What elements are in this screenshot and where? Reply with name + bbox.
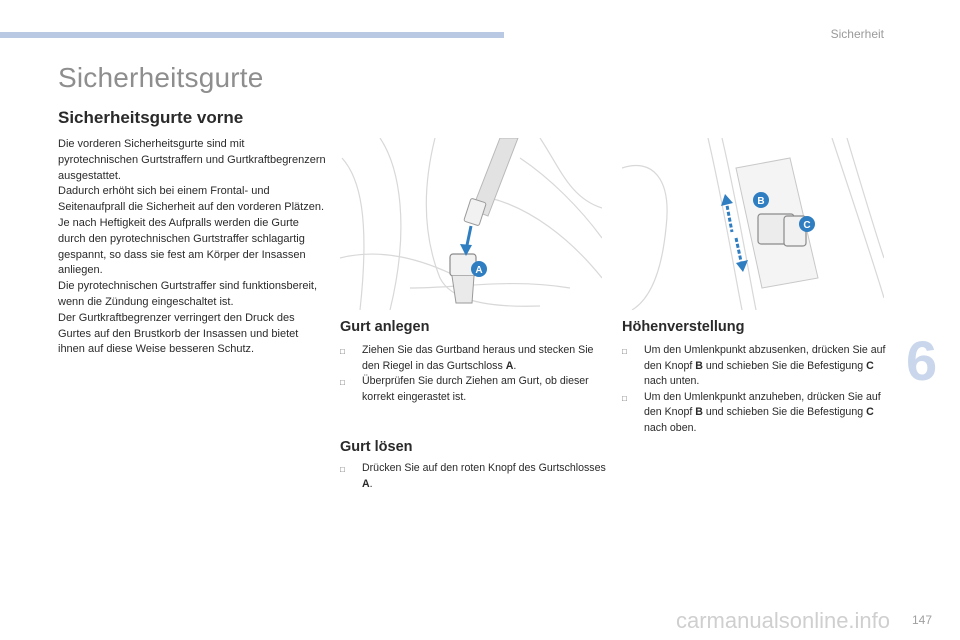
checkbox-bullet-icon: □ bbox=[340, 465, 345, 474]
chapter-number: 6 bbox=[906, 329, 938, 392]
intro-paragraph: Die vorderen Sicherheitsgurte sind mit pyrotechnischen Gurtstraffern und Gurtkraftbegrenzern ausgestattet. bbox=[58, 138, 326, 182]
list-item: □ Um den Umlenkpunkt abzusenken, drücken Sie auf den Knopf B und schieben Sie die Befestigung C nach unten. bbox=[622, 344, 886, 388]
gurt-loesen-heading: Gurt lösen bbox=[340, 439, 413, 455]
height-adjust-illustration bbox=[622, 138, 884, 310]
intro-paragraph: Die pyrotechnischen Gurtstraffer sind funktionsbereit, wenn die Zündung eingeschaltet ist. bbox=[58, 280, 318, 308]
figure-label-a: A bbox=[475, 265, 483, 276]
checkbox-bullet-icon: □ bbox=[340, 378, 345, 388]
checkbox-bullet-icon: □ bbox=[622, 393, 627, 403]
page-number: 147 bbox=[912, 613, 933, 627]
figure-label-b: B bbox=[757, 196, 765, 207]
intro-paragraph: Der Gurtkraftbegrenzer verringert den Druck des Gurtes auf den Brustkorb der Insassen und bietet ihnen auf diese Weise besseren Schutz. bbox=[58, 311, 299, 356]
list-item: □ Drücken Sie auf den roten Knopf des Gurtschlosses A. bbox=[340, 462, 606, 490]
header-accent-bar bbox=[0, 32, 504, 38]
hoehenverstellung-list bbox=[622, 343, 886, 437]
intro-paragraph: Dadurch erhöht sich bei einem Frontal- und Seitenaufprall die Sicherheit auf den vorderen Plätzen. Je nach Heftigkeit des Aufpralls werden die Gurte durch den pyrotechnischen Gurtstraffer schlagartig gespannt, so dass sie fest am Körper der Insassen anliegen. bbox=[58, 185, 325, 277]
seatbelt-buckle-icon bbox=[340, 138, 602, 310]
gurt-anlegen-list bbox=[340, 343, 606, 405]
checkbox-bullet-icon: □ bbox=[622, 347, 627, 356]
gurt-loesen-list bbox=[340, 461, 606, 492]
checkbox-bullet-icon: □ bbox=[340, 347, 345, 356]
height-adjuster-icon bbox=[622, 138, 884, 310]
gurt-anlegen-heading: Gurt anlegen bbox=[340, 319, 430, 335]
figure-label-c: C bbox=[803, 220, 811, 231]
page-title: Sicherheitsgurte bbox=[58, 62, 264, 93]
hoehenverstellung-heading: Höhenverstellung bbox=[622, 319, 745, 335]
section-header: Sicherheit bbox=[830, 27, 884, 41]
list-item: □ Überprüfen Sie durch Ziehen am Gurt, ob dieser korrekt eingerastet ist. bbox=[340, 375, 589, 403]
intro-text bbox=[58, 137, 326, 358]
section-subtitle: Sicherheitsgurte vorne bbox=[58, 108, 244, 127]
buckle-illustration bbox=[340, 138, 602, 310]
list-item: □ Um den Umlenkpunkt anzuheben, drücken Sie auf den Knopf B und schieben Sie die Befestigung C nach oben. bbox=[622, 390, 881, 434]
list-item: □ Ziehen Sie das Gurtband heraus und stecken Sie den Riegel in das Gurtschloss A. bbox=[340, 344, 594, 372]
watermark: carmanualsonline.info bbox=[676, 608, 891, 633]
